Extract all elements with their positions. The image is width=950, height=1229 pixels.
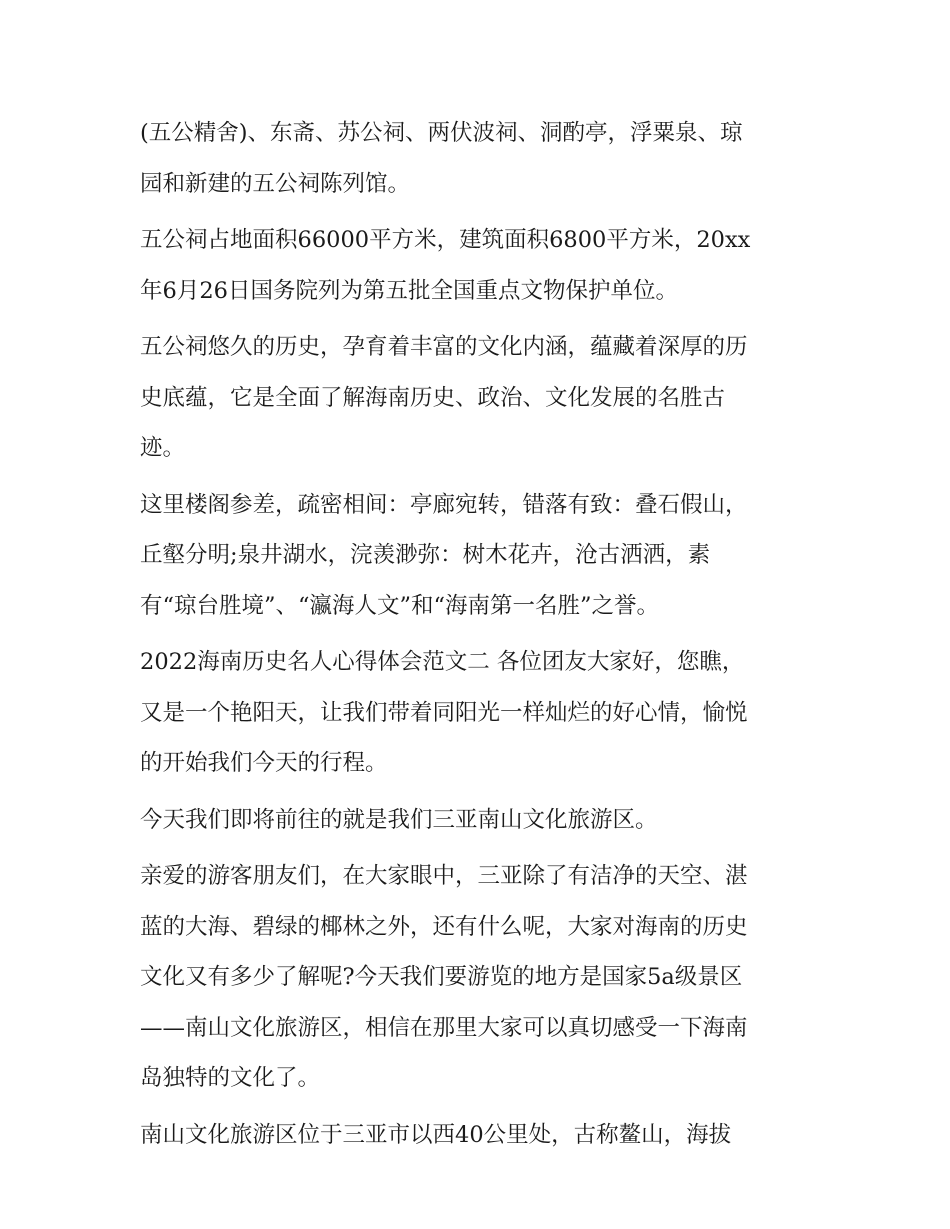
text-line: 今天我们即将前往的就是我们三亚南山文化旅游区。 <box>140 806 658 833</box>
paragraph <box>140 795 820 846</box>
paragraph <box>140 637 820 789</box>
text-line: ——南山文化旅游区，相信在那里大家可以真切感受一下海南 <box>140 1014 748 1041</box>
paragraph <box>140 1110 820 1161</box>
document-body <box>140 108 820 1166</box>
text-line: 年6月26日国务院列为第五批全国重点文物保护单位。 <box>140 277 678 304</box>
text-line: 蓝的大海、碧绿的椰林之外，还有什么呢，大家对海南的历史 <box>140 913 748 940</box>
text-line: 迹。 <box>140 435 186 461</box>
text-line: 2022海南历史名人心得体会范文二 各位团友大家好，您瞧， <box>140 649 745 675</box>
text-line: 有“琼台胜境”、“瀛海人文”和“海南第一名胜”之誉。 <box>140 592 660 619</box>
paragraph <box>140 215 820 316</box>
text-line: 南山文化旅游区位于三亚市以西40公里处，古称鳌山，海拔 <box>140 1121 732 1148</box>
paragraph <box>140 322 820 474</box>
text-line: 亲爱的游客朋友们，在大家眼中，三亚除了有洁净的天空、湛 <box>140 863 748 889</box>
text-line: 文化又有多少了解呢?今天我们要游览的地方是国家5a级景区 <box>140 964 743 990</box>
text-line: 史底蕴，它是全面了解海南历史、政治、文化发展的名胜古 <box>140 384 726 411</box>
text-line: 五公祠悠久的历史，孕育着丰富的文化内涵，蕴藏着深厚的历 <box>140 334 748 360</box>
text-line: 这里楼阁参差，疏密相间：亭廊宛转，错落有致：叠石假山， <box>140 491 748 518</box>
paragraph <box>140 480 820 632</box>
paragraph <box>140 851 820 1104</box>
text-line: 岛独特的文化了。 <box>140 1065 321 1091</box>
text-line: 的开始我们今天的行程。 <box>140 750 388 776</box>
text-line: 又是一个艳阳天，让我们带着同阳光一样灿烂的好心情，愉悦 <box>140 699 748 726</box>
text-line: (五公精舍)、东斋、苏公祠、两伏波祠、洞酌亭，浮粟泉、琼 <box>140 120 743 146</box>
text-line: 丘壑分明;泉井湖水，浣羡渺弥：树木花卉，沧古洒洒，素 <box>140 542 711 568</box>
text-line: 五公祠占地面积66000平方米，建筑面积6800平方米，20xx <box>140 227 751 253</box>
text-line: 园和新建的五公祠陈列馆。 <box>140 170 411 197</box>
paragraph <box>140 108 820 209</box>
